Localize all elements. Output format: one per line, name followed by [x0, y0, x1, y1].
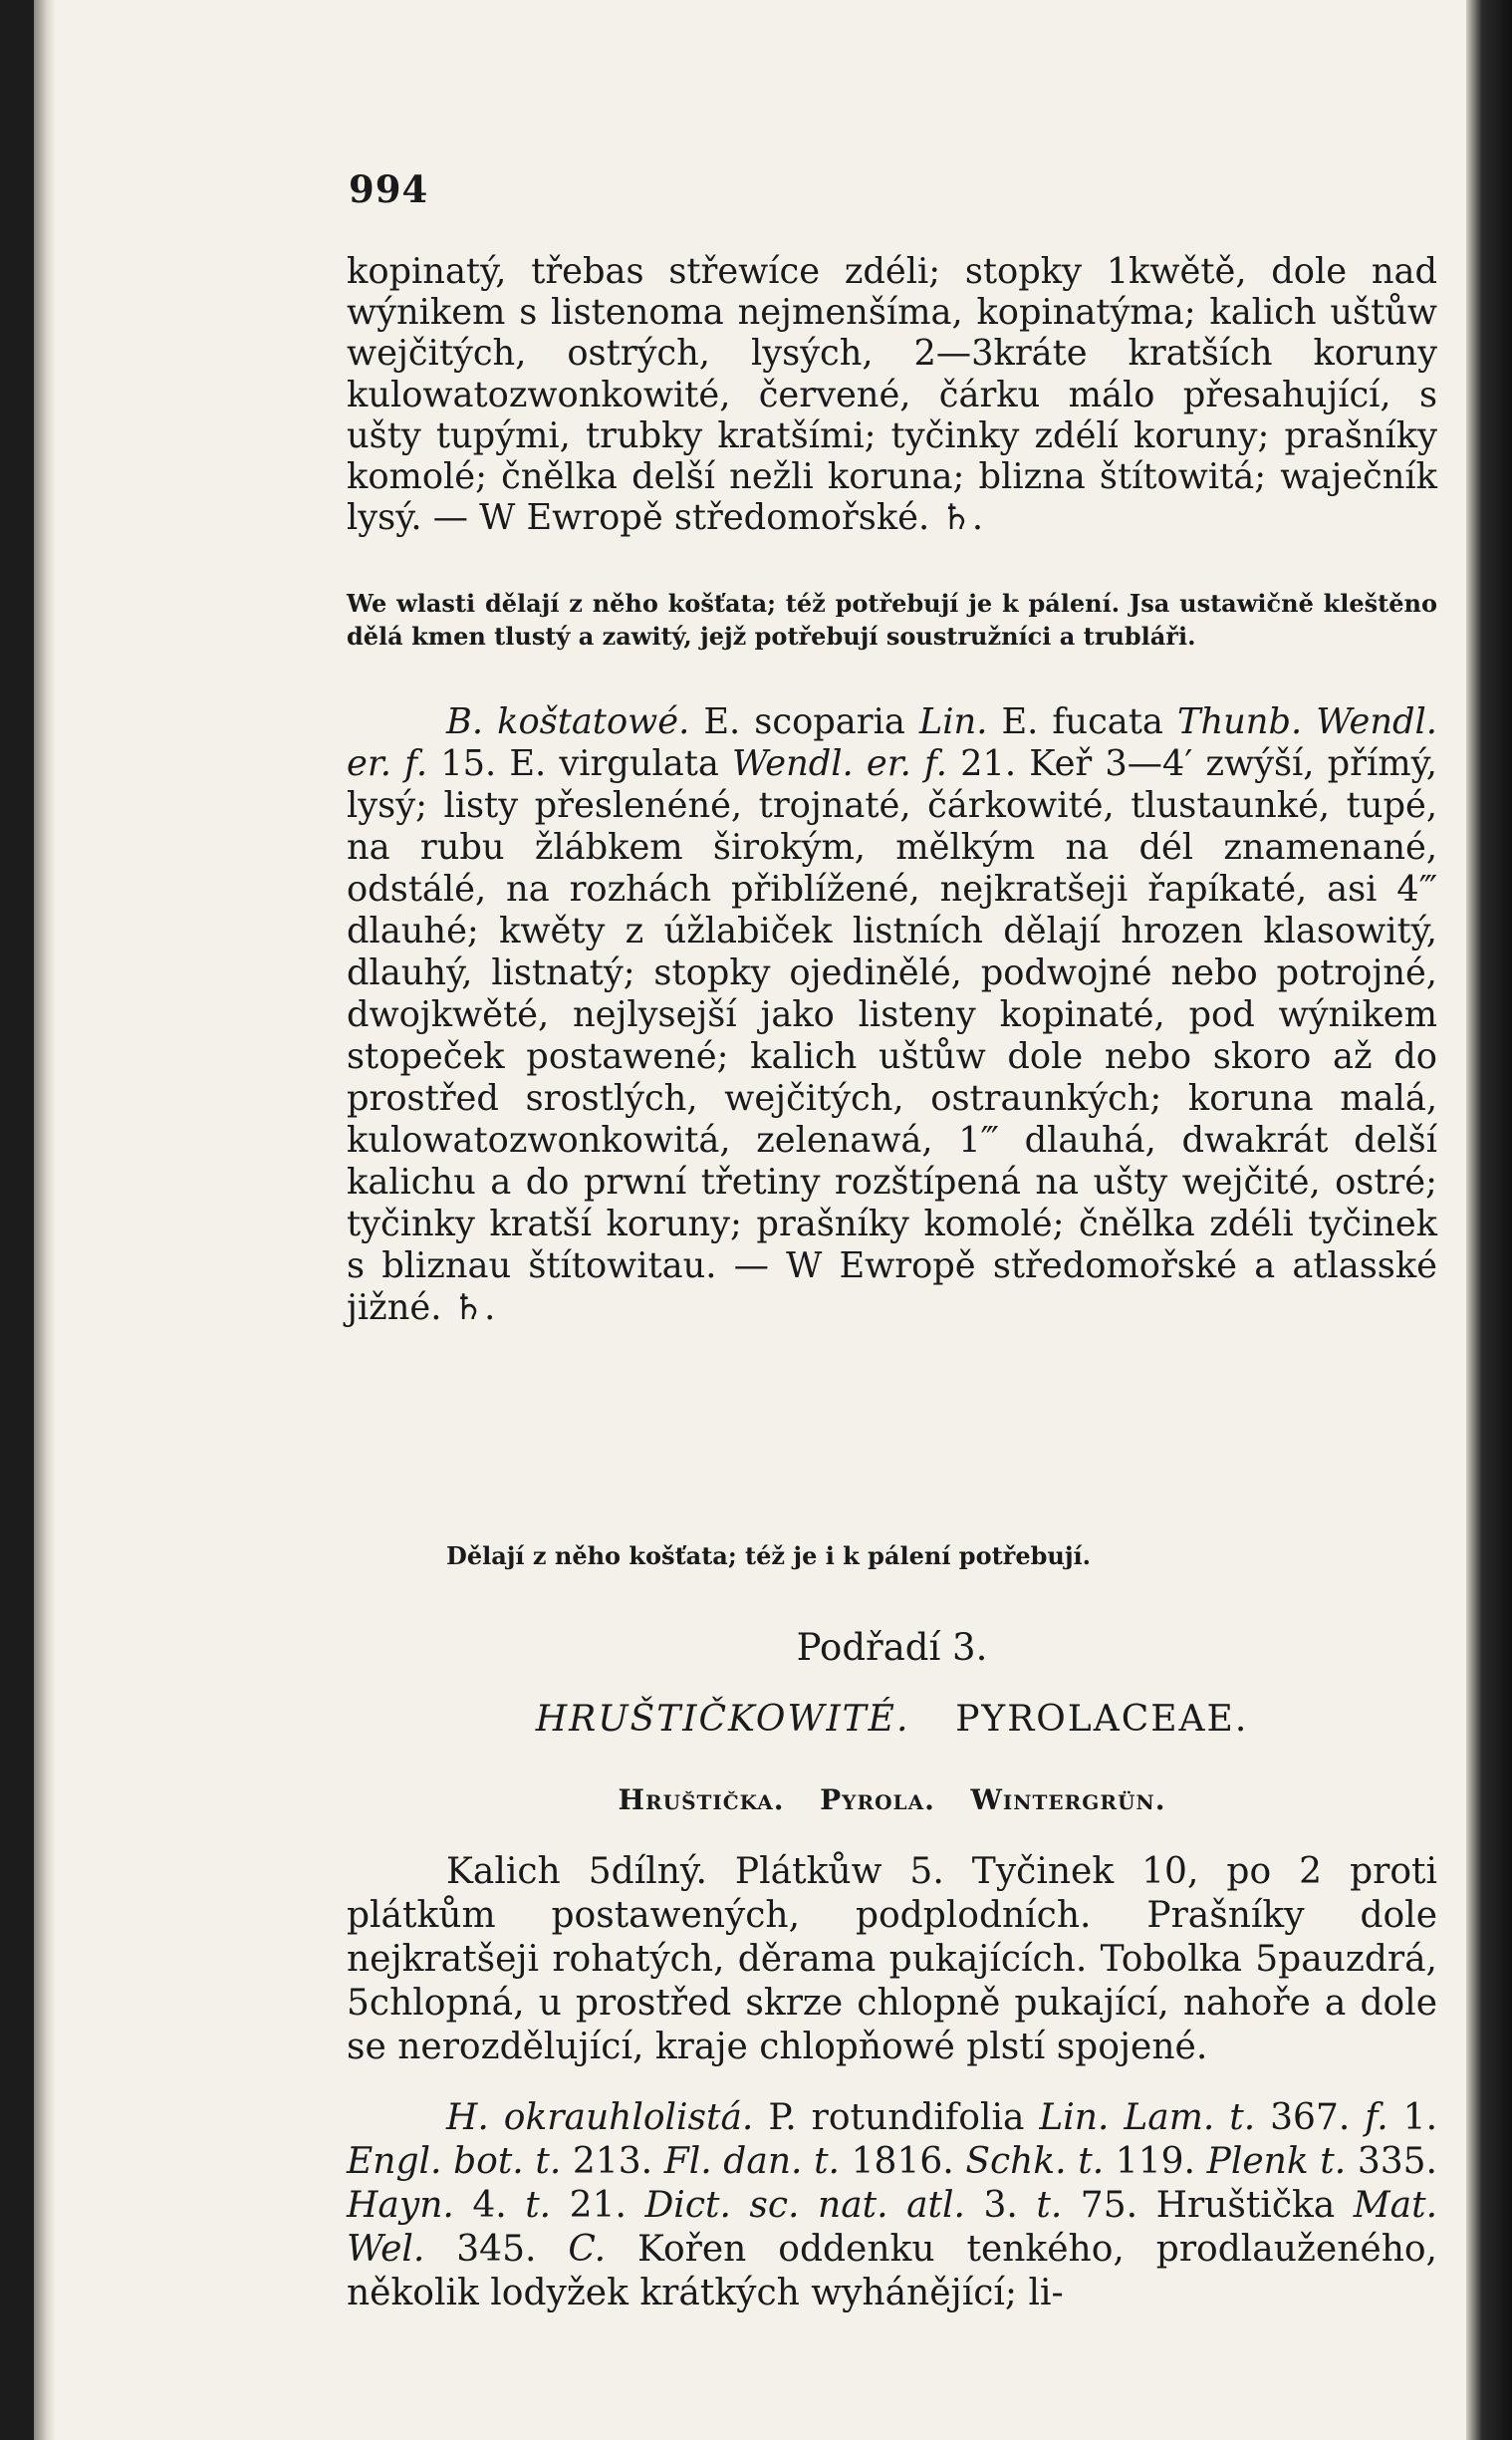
text-run: 1.	[1387, 2097, 1438, 2138]
citation-italic: Schk. t.	[965, 2141, 1105, 2182]
species-heading: B. koštatowé.	[446, 701, 690, 742]
usage-note: Dělají z něho košťata; též je i k pálení potřebují.	[446, 1541, 1091, 1570]
citation-italic: Dict. sc. nat. atl.	[644, 2185, 965, 2226]
text-run: 119.	[1104, 2141, 1207, 2182]
citation-italic: Plenk t.	[1206, 2141, 1347, 2182]
citation-italic: Hayn.	[347, 2185, 454, 2226]
citation-italic: Wendl. er. f.	[732, 743, 947, 784]
text-run: 21. Keř 3—4′ zwýší, přímý, lysý; listy přeslenéné, trojnaté, čárkowité, tlustaunké, tupé, na rubu žlábkem širokým, mělkým na dél znamenané, odstálé, na rozhách přiblížené, nejkratšeji řapíkaté, asi 4‴ dlauhé; kwěty z úžlabiček listních dělají hrozen klasowitý, dlauhý, listnatý; stopky ojedinělé, podwojné nebo potrojné, dwojkwěté, nejlysejší jako listeny kopinaté, pod wýnikem stopeček postawené; kalich uštůw dole nebo skoro až do prostřed srostlých, wejčitých, ostraunkých; koruna malá, kulowatozwonkowitá, zelenawá, 1‴ dlauhá, dwakrát delší kalichu a do prwní třetiny rozštípená na ušty wejčité, ostré; tyčinky kratší koruny; prašníky komolé; čnělka zdéli tyčinek s bliznau štítowitau. — W Ewropě středomořské a atlasské jižné. ♄.	[347, 743, 1437, 1328]
text-run: Kořen oddenku tenkého, prodlauženého, několik lodyžek krátkých wyhánějící; li-	[347, 2229, 1437, 2313]
citation-italic: C.	[568, 2229, 607, 2270]
page-fold-shading	[34, 0, 56, 2440]
text-run: 3.	[964, 2185, 1037, 2226]
citation-italic: Lin.	[918, 701, 988, 742]
citation-italic: Engl. bot. t.	[347, 2141, 562, 2182]
text-run: 4.	[453, 2185, 526, 2226]
citation-italic: Lin. Lam. t.	[1039, 2097, 1256, 2138]
species-entry-body	[347, 2097, 1437, 2313]
suborder-title-czech: HRUŠTIČKOWITÉ.	[535, 1699, 910, 1740]
suborder-description: Kalich 5dílný. Plátkůw 5. Tyčinek 10, po 2 proti plátkům postawených, podplodních. Prašníky dole nejkratšeji rohatých, děrama pukajících. Tobolka 5pauzdrá, 5chlopná, u prostřed skrze chlopně pukající, nahoře a dole se nerozdělující, kraje chlopňowé plstí spojené.	[347, 1851, 1437, 2067]
citation-italic: Thunb. Wendl. er. f.	[347, 701, 1437, 784]
text-run: 21.	[551, 2185, 645, 2226]
citation-italic: Fl. dan. t.	[663, 2141, 840, 2182]
common-name: Wintergrün.	[970, 1783, 1166, 1816]
text-run: 345.	[424, 2229, 569, 2270]
citation-italic: t.	[525, 2185, 552, 2226]
text-run: E. scoparia	[689, 701, 919, 742]
species-entry-okrauhlolistá	[347, 2096, 1437, 2315]
page-edge-shadow	[1466, 0, 1512, 2440]
suborder-title	[347, 1698, 1437, 1742]
citation-italic: Mat. Wel.	[347, 2185, 1438, 2270]
text-run: 15. E. virgulata	[427, 743, 732, 784]
suborder-title-latin: PYROLACEAE.	[955, 1699, 1249, 1740]
text-run: 367.	[1255, 2097, 1366, 2138]
common-names	[347, 1780, 1437, 1820]
citation-italic: f.	[1365, 2097, 1388, 2138]
text-run: P. rotundifolia	[753, 2097, 1040, 2138]
book-page	[347, 151, 1437, 2383]
text-run: 1816.	[840, 2141, 966, 2182]
text-run: 213.	[561, 2141, 664, 2182]
text-run: 75. Hruštička	[1062, 2185, 1354, 2226]
species-description-continued: kopinatý, třebas střewíce zdéli; stopky 1kwětě, dole nad wýnikem s listenoma nejmenšíma, kopinatýma; kalich uštůw wejčitých, ostrých, lysých, 2—3kráte kratších koruny kulowatozwonkowité, červené, čárku málo přesahující, s ušty tupými, trubky kratšími; tyčinky zdélí koruny; prašníky komolé; čnělka delší nežli koruna; blizna štítowitá; waječník lysý. — W Ewropě středomořské. ♄.	[347, 251, 1437, 539]
common-name: Pyrola.	[820, 1783, 935, 1816]
species-entry-body	[347, 701, 1437, 1328]
text-run: E. fucata	[987, 701, 1177, 742]
common-name: Hruštička.	[618, 1783, 785, 1816]
suborder-label: Podřadí 3.	[796, 1626, 988, 1669]
text-run: 335.	[1346, 2141, 1437, 2182]
usage-note: We wlasti dělají z něho košťata; též potřebují je k pálení. Jsa ustawičně kleštěno dělá kmen tlustý a zawitý, jejž potřebují soustružníci a trubláři.	[347, 589, 1437, 651]
citation-italic: t.	[1036, 2185, 1063, 2226]
species-entry-koštatowé	[347, 701, 1437, 1329]
page-number: 994	[349, 167, 429, 211]
book-gutter-shadow	[0, 0, 34, 2440]
citation-italic: H. okrauhlolistá.	[446, 2097, 754, 2138]
